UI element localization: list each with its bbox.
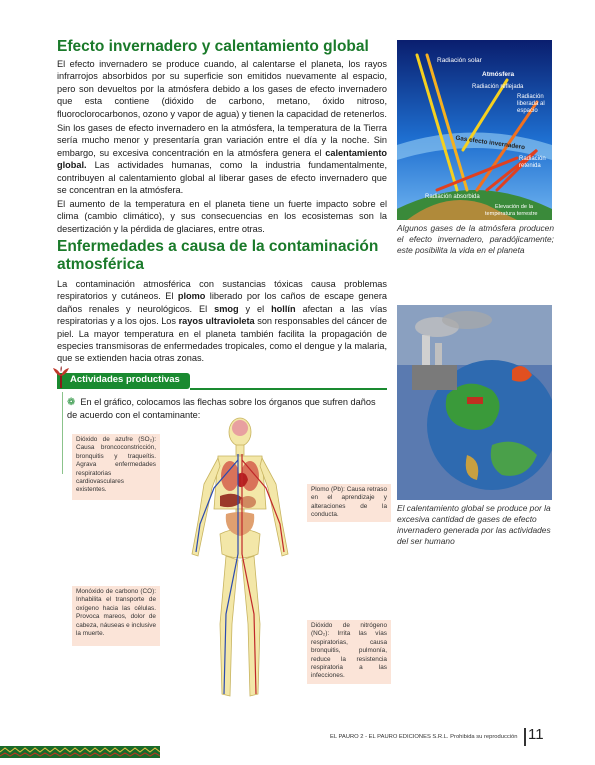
label-line: Radiación xyxy=(517,94,544,100)
right-leg xyxy=(242,556,260,696)
label-absorbed: Radiación absorbida xyxy=(425,194,480,200)
bold-term: calentamiento global. xyxy=(57,147,387,171)
flower-bullet-icon: ❁ xyxy=(67,397,76,408)
label-line: liberada al xyxy=(517,101,545,107)
label-solar: Radiación solar xyxy=(437,57,482,64)
activity-text: En el gráfico, colocamos las flechas sobre los órganos que sufren daños de acuerdo con el contaminante: xyxy=(67,397,376,421)
text-run: afectan a las vías respiratorias y a los ojos. Los xyxy=(57,303,388,327)
label-gas: Gas efecto invernadero xyxy=(455,134,526,152)
section-title-greenhouse: Efecto invernadero y calentamiento global xyxy=(57,38,369,55)
text-run: La contaminación atmosférica con sustancias tóxicas causa problemas respiratorios y cutáneos. El xyxy=(57,279,387,302)
paragraph-greenhouse-3: El aumento de la temperatura en el planeta tiene un fuerte impacto sobre el clima (cambio climático), y sus consecuencias en los ecosistemas son la desertización y la pérdida de glaciares, entre otras. xyxy=(57,199,387,234)
note-sulfur-dioxide: Dióxido de azufre (SO₂): Causa broncoconstricción, bronquitis y traqueítis. Agrava enfermedades respiratorias cardiovasculares existentes. xyxy=(72,434,160,500)
figure1-caption: Algunos gases de la atmósfera producen el efecto invernadero, paradójicamente; este posibilita la vida en el planeta xyxy=(397,223,554,255)
neck xyxy=(236,445,244,455)
smoke-cloud xyxy=(442,311,492,329)
bold-term: smog xyxy=(214,303,239,314)
decorative-border xyxy=(0,746,160,758)
footer-separator xyxy=(524,728,526,746)
label-line: Radiación xyxy=(519,156,546,162)
footer-credit: EL PAURO 2 - EL PAURO EDICIONES S.R.L. Prohibida su reproducción xyxy=(330,734,518,740)
label-line: retenida xyxy=(519,163,541,169)
page-number: 11 xyxy=(528,726,544,743)
figure2-caption: El calentamiento global se produce por la excesiva cantidad de gases de efecto invernadero generada por las actividades del ser humano xyxy=(397,503,551,546)
note-lead: Plomo (Pb): Causa retraso en el aprendizaje y alteraciones de la conducta. xyxy=(307,484,391,522)
brain xyxy=(232,420,248,436)
activities-rule xyxy=(190,388,387,390)
note-nitrogen-dioxide: Dióxido de nitrógeno (NO₂): Irrita las vías respiratorias, causa bronquitis, pulmonía, reduce la resistencia respiratoria a las infecciones. xyxy=(307,620,391,684)
text-run: liberado por los caños de escape genera daños renales y neurológicos. El xyxy=(57,291,387,314)
factory xyxy=(412,365,457,390)
activities-label: Actividades productivas xyxy=(70,374,180,385)
paragraph-diseases xyxy=(57,278,387,365)
label-line: espacio xyxy=(517,108,538,114)
left-leg xyxy=(220,556,238,696)
global-warming-illustration xyxy=(397,305,552,500)
text-run: y el xyxy=(238,303,272,314)
label-line: temperatura terrestre xyxy=(485,211,538,217)
text-run: Sin los gases de efecto invernadero en la atmósfera, la temperatura de la Tierra sería mucho menor y presentaría gran variación entre el día y la noche. Sin embargo, su excesiva concentración en la atmósfera genera el xyxy=(57,123,387,158)
greenhouse-effect-diagram xyxy=(397,40,552,220)
label-reflected: Radiación reflejada xyxy=(472,84,524,90)
paragraph-greenhouse-1: El efecto invernadero se produce cuando, al calentarse el planeta, los rayos infrarrojos absorbidos por su superficie son emitidos nuevamente al espacio, pero son devueltos por la atmósfera debido a los gases de efecto invernadero que esta contiene (dióxido de carbono, metano, óxido nitroso, fluoroclorocarbonos, ozono y vapor de agua) y tienen la capacidad de retenerlos. xyxy=(57,59,387,119)
activities-header xyxy=(57,371,387,391)
label-atmosphere: Atmósfera xyxy=(482,71,515,78)
section-title-diseases: Enfermedades a causa de la contaminación atmosférica xyxy=(57,238,379,273)
text-run: Las actividades humanas, como la industria fundamentalmente, contribuyen al calentamiento global al liberar gases de efecto invernadero que se concentran en la atmósfera. xyxy=(57,160,387,196)
text-run: son responsables del cáncer de piel. La mayor temperatura en el planeta también facilita la propagación de especies transmisoras de enfermedades tropicales, como el dengue y la malaria, que se extienden hacia otras zonas. xyxy=(57,316,387,364)
activities-vertical-rule xyxy=(62,392,63,474)
plant-icon xyxy=(52,366,70,388)
label-line: Elevación de la xyxy=(495,204,533,210)
human-body-diagram xyxy=(180,414,300,714)
bold-term: hollín xyxy=(271,303,296,314)
vehicle xyxy=(467,397,483,404)
note-carbon-monoxide: Monóxido de carbono (CO): Inhabilita el transporte de oxígeno hacia las células. Provoca mareos, dolor de cabeza, náuseas e inclusive la muerte. xyxy=(72,586,160,646)
bold-term: plomo xyxy=(177,291,206,302)
paragraph-greenhouse-2 xyxy=(57,122,387,196)
bold-term: rayos ultravioleta xyxy=(178,316,255,327)
